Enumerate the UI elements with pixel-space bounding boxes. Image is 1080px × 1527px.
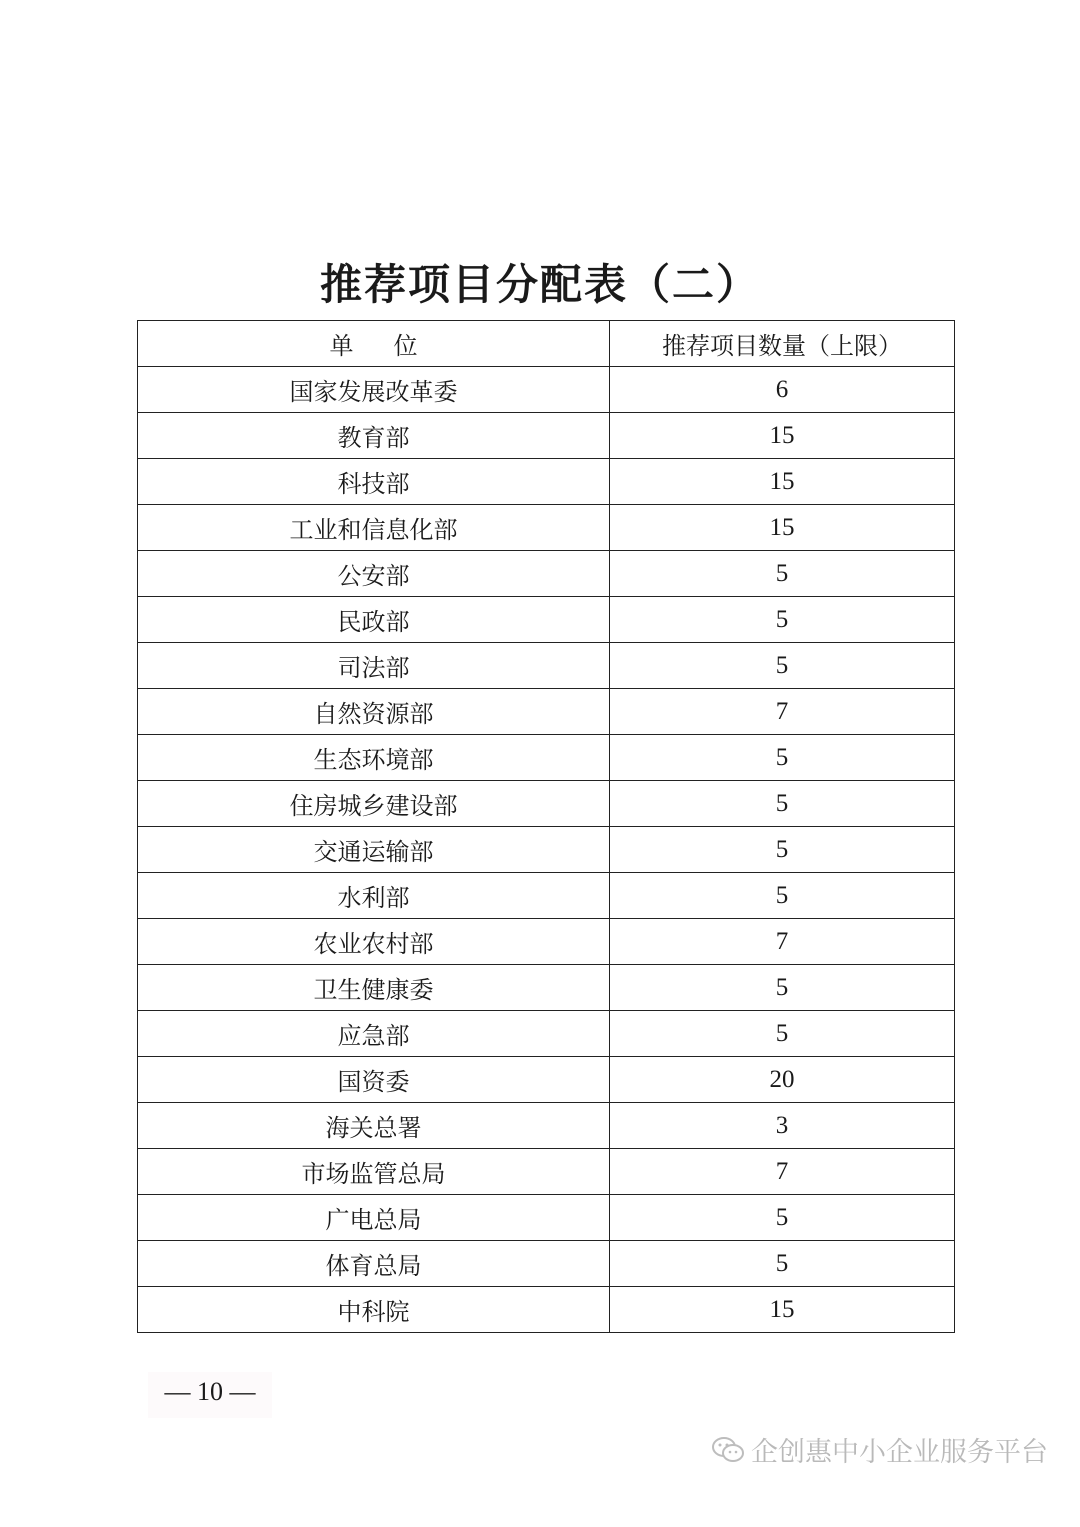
count-cell: 5 — [610, 965, 955, 1011]
table-row — [138, 367, 955, 413]
unit-cell: 市场监管总局 — [138, 1149, 610, 1195]
table-row — [138, 919, 955, 965]
count-cell: 5 — [610, 643, 955, 689]
unit-cell: 公安部 — [138, 551, 610, 597]
table-row — [138, 1241, 955, 1287]
unit-cell: 科技部 — [138, 459, 610, 505]
unit-cell: 卫生健康委 — [138, 965, 610, 1011]
count-cell: 5 — [610, 873, 955, 919]
count-cell: 5 — [610, 735, 955, 781]
table-row — [138, 827, 955, 873]
unit-cell: 自然资源部 — [138, 689, 610, 735]
count-cell: 15 — [610, 413, 955, 459]
table-body — [138, 367, 955, 1333]
unit-cell: 民政部 — [138, 597, 610, 643]
table-row — [138, 1011, 955, 1057]
count-cell: 6 — [610, 367, 955, 413]
count-cell: 5 — [610, 1241, 955, 1287]
table-row — [138, 1287, 955, 1333]
watermark-text: 企创惠中小企业服务平台 — [751, 1437, 1048, 1468]
count-cell: 5 — [610, 1195, 955, 1241]
table-row — [138, 413, 955, 459]
unit-cell: 海关总署 — [138, 1103, 610, 1149]
count-cell: 5 — [610, 827, 955, 873]
table-row — [138, 597, 955, 643]
table-row — [138, 459, 955, 505]
count-cell: 5 — [610, 597, 955, 643]
unit-cell: 体育总局 — [138, 1241, 610, 1287]
count-cell: 5 — [610, 781, 955, 827]
unit-cell: 工业和信息化部 — [138, 505, 610, 551]
count-cell: 15 — [610, 1287, 955, 1333]
table-row — [138, 689, 955, 735]
count-cell: 15 — [610, 459, 955, 505]
unit-cell: 国家发展改革委 — [138, 367, 610, 413]
count-cell: 7 — [610, 1149, 955, 1195]
count-cell: 20 — [610, 1057, 955, 1103]
allocation-table — [137, 320, 955, 1333]
count-cell: 15 — [610, 505, 955, 551]
unit-cell: 交通运输部 — [138, 827, 610, 873]
count-cell: 7 — [610, 919, 955, 965]
wechat-icon — [711, 1436, 745, 1464]
table-row — [138, 505, 955, 551]
table-header-row — [138, 321, 955, 367]
unit-cell: 住房城乡建设部 — [138, 781, 610, 827]
header-unit: 单位 — [138, 321, 610, 367]
table-row — [138, 643, 955, 689]
unit-cell: 中科院 — [138, 1287, 610, 1333]
unit-cell: 水利部 — [138, 873, 610, 919]
count-cell: 7 — [610, 689, 955, 735]
count-cell: 5 — [610, 551, 955, 597]
header-count: 推荐项目数量（上限） — [610, 321, 955, 367]
table-row — [138, 965, 955, 1011]
page-title: 推荐项目分配表（二） — [319, 260, 760, 309]
table-row — [138, 873, 955, 919]
unit-cell: 广电总局 — [138, 1195, 610, 1241]
table-row — [138, 735, 955, 781]
page-number: — 10 — — [148, 1372, 272, 1418]
unit-cell: 应急部 — [138, 1011, 610, 1057]
count-cell: 5 — [610, 1011, 955, 1057]
count-cell: 3 — [610, 1103, 955, 1149]
unit-cell: 农业农村部 — [138, 919, 610, 965]
unit-cell: 教育部 — [138, 413, 610, 459]
table-row — [138, 551, 955, 597]
table-row — [138, 1195, 955, 1241]
unit-cell: 生态环境部 — [138, 735, 610, 781]
table-row — [138, 1103, 955, 1149]
table-row — [138, 781, 955, 827]
table-row — [138, 1057, 955, 1103]
watermark — [711, 1430, 1048, 1469]
table-row — [138, 1149, 955, 1195]
unit-cell: 国资委 — [138, 1057, 610, 1103]
unit-cell: 司法部 — [138, 643, 610, 689]
